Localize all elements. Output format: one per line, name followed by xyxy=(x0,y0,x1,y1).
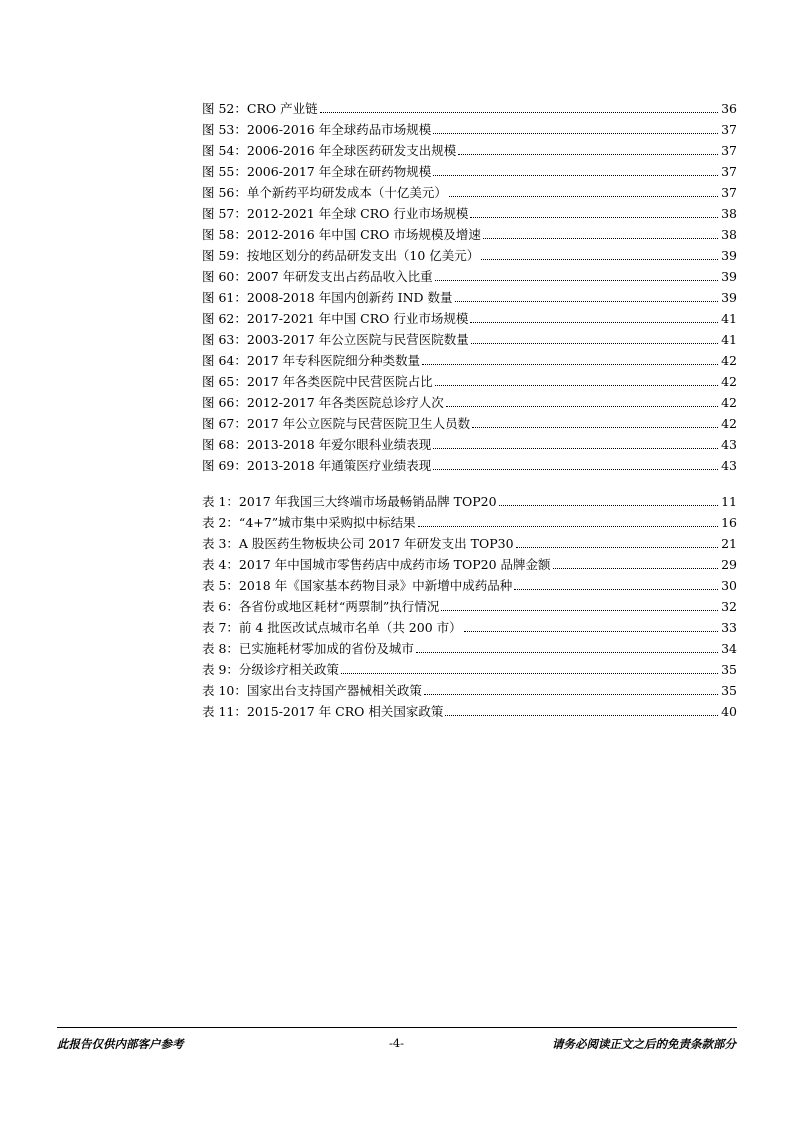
dot-leader xyxy=(433,448,718,449)
table-entry[interactable] xyxy=(202,553,737,574)
table-entry-title: 表 4：2017 年中国城市零售药店中成药市场 TOP20 品牌金额 xyxy=(202,557,551,572)
dot-leader xyxy=(458,154,718,155)
table-entry-page-number: 32 xyxy=(721,599,737,614)
figure-entry-page-number: 36 xyxy=(721,101,737,116)
dot-leader xyxy=(416,652,718,653)
table-entry-title: 表 6：各省份或地区耗材“两票制”执行情况 xyxy=(202,599,440,614)
figure-entry-title: 图 65：2017 年各类医院中民营医院占比 xyxy=(202,374,433,389)
table-entry-title: 表 1：2017 年我国三大终端市场最畅销品牌 TOP20 xyxy=(202,494,497,509)
table-index xyxy=(202,490,737,721)
figure-entry-page-number: 43 xyxy=(721,458,737,473)
table-entry[interactable] xyxy=(202,574,737,595)
dot-leader xyxy=(470,217,718,218)
figure-entry[interactable] xyxy=(202,202,737,223)
figure-entry[interactable] xyxy=(202,265,737,286)
table-entry[interactable] xyxy=(202,511,737,532)
figure-entry-page-number: 42 xyxy=(721,353,737,368)
figure-entry[interactable] xyxy=(202,286,737,307)
dot-leader xyxy=(433,175,718,176)
table-entry[interactable] xyxy=(202,490,737,511)
dot-leader xyxy=(422,364,718,365)
figure-entry[interactable] xyxy=(202,412,737,433)
figure-entry[interactable] xyxy=(202,160,737,181)
figure-entry-page-number: 39 xyxy=(721,248,737,263)
table-entry-title: 表 9：分级诊疗相关政策 xyxy=(202,662,339,677)
dot-leader xyxy=(341,673,718,674)
figure-entry[interactable] xyxy=(202,454,737,475)
figure-entry[interactable] xyxy=(202,139,737,160)
figure-entry[interactable] xyxy=(202,244,737,265)
table-entry-page-number: 34 xyxy=(721,641,737,656)
footer-disclaimer-left: 此报告仅供内部客户参考 xyxy=(57,1037,184,1051)
figure-entry-title: 图 53：2006-2016 年全球药品市场规模 xyxy=(202,122,432,137)
table-entry-page-number: 30 xyxy=(721,578,737,593)
dot-leader xyxy=(433,469,718,470)
table-entry-title: 表 10：国家出台支持国产器械相关政策 xyxy=(202,683,422,698)
figure-entry[interactable] xyxy=(202,391,737,412)
figure-entry-page-number: 37 xyxy=(721,122,737,137)
figure-entry-title: 图 54：2006-2016 年全球医药研发支出规模 xyxy=(202,143,457,158)
figure-entry[interactable] xyxy=(202,349,737,370)
dot-leader xyxy=(483,238,718,239)
figure-entry[interactable] xyxy=(202,433,737,454)
table-entry-page-number: 33 xyxy=(721,620,737,635)
figure-entry-title: 图 63：2003-2017 年公立医院与民营医院数量 xyxy=(202,332,469,347)
dot-leader xyxy=(441,610,718,611)
dot-leader xyxy=(472,427,718,428)
table-entry-title: 表 11：2015-2017 年 CRO 相关国家政策 xyxy=(202,704,444,719)
figure-entry-title: 图 61：2008-2018 年国内创新药 IND 数量 xyxy=(202,290,453,305)
footer-disclaimer-right: 请务必阅读正文之后的免责条款部分 xyxy=(552,1037,736,1051)
figure-entry-title: 图 58：2012-2016 年中国 CRO 市场规模及增速 xyxy=(202,227,481,242)
table-entry-page-number: 21 xyxy=(721,536,737,551)
figure-entry[interactable] xyxy=(202,307,737,328)
figure-entry-page-number: 38 xyxy=(721,227,737,242)
footer-divider xyxy=(57,1027,737,1028)
figure-entry-title: 图 60：2007 年研发支出占药品收入比重 xyxy=(202,269,433,284)
figure-entry-title: 图 57：2012-2021 年全球 CRO 行业市场规模 xyxy=(202,206,469,221)
table-entry-title: 表 3：A 股医药生物板块公司 2017 年研发支出 TOP30 xyxy=(202,536,514,551)
figure-entry-page-number: 39 xyxy=(721,269,737,284)
table-entry[interactable] xyxy=(202,700,737,721)
dot-leader xyxy=(470,322,718,323)
figure-entry[interactable] xyxy=(202,97,737,118)
table-entry-title: 表 5：2018 年《国家基本药物目录》中新增中成药品种 xyxy=(202,578,513,593)
table-entry-page-number: 40 xyxy=(721,704,737,719)
dot-leader xyxy=(514,589,718,590)
figure-entry-title: 图 67：2017 年公立医院与民营医院卫生人员数 xyxy=(202,416,471,431)
figure-entry-title: 图 69：2013-2018 年通策医疗业绩表现 xyxy=(202,458,432,473)
dot-leader xyxy=(446,406,718,407)
table-entry-page-number: 29 xyxy=(721,557,737,572)
figure-entry-page-number: 42 xyxy=(721,416,737,431)
table-entry-page-number: 16 xyxy=(721,515,737,530)
figure-entry-page-number: 37 xyxy=(721,185,737,200)
dot-leader xyxy=(435,385,718,386)
table-entry[interactable] xyxy=(202,637,737,658)
table-entry[interactable] xyxy=(202,532,737,553)
figure-entry-title: 图 56：单个新药平均研发成本（十亿美元） xyxy=(202,185,447,200)
figure-entry-page-number: 38 xyxy=(721,206,737,221)
dot-leader xyxy=(455,301,719,302)
figure-entry-page-number: 37 xyxy=(721,143,737,158)
dot-leader xyxy=(418,526,719,527)
figure-entry-page-number: 43 xyxy=(721,437,737,452)
dot-leader xyxy=(445,715,718,716)
figure-entry-title: 图 66：2012-2017 年各类医院总诊疗人次 xyxy=(202,395,444,410)
figure-entry-page-number: 41 xyxy=(721,311,737,326)
table-entry-page-number: 11 xyxy=(721,494,737,509)
table-entry-page-number: 35 xyxy=(721,683,737,698)
table-entry-title: 表 2：“4+7”城市集中采购拟中标结果 xyxy=(202,515,416,530)
dot-leader xyxy=(433,133,718,134)
table-entry-page-number: 35 xyxy=(721,662,737,677)
figure-entry-page-number: 42 xyxy=(721,395,737,410)
dot-leader xyxy=(499,505,719,506)
dot-leader xyxy=(449,196,718,197)
dot-leader xyxy=(424,694,718,695)
page-number: -4- xyxy=(388,1036,405,1050)
dot-leader xyxy=(320,112,719,113)
table-entry-title: 表 8：已实施耗材零加成的省份及城市 xyxy=(202,641,414,656)
figure-entry-title: 图 68：2013-2018 年爱尔眼科业绩表现 xyxy=(202,437,432,452)
table-entry[interactable] xyxy=(202,679,737,700)
figure-index xyxy=(202,97,737,475)
figure-entry-title: 图 62：2017-2021 年中国 CRO 行业市场规模 xyxy=(202,311,469,326)
dot-leader xyxy=(516,547,719,548)
dot-leader xyxy=(553,568,719,569)
dot-leader xyxy=(435,280,718,281)
figure-entry-title: 图 55：2006-2017 年全球在研药物规模 xyxy=(202,164,432,179)
figure-entry[interactable] xyxy=(202,181,737,202)
figure-entry-title: 图 59：按地区划分的药品研发支出（10 亿美元） xyxy=(202,248,480,263)
figure-entry-page-number: 39 xyxy=(721,290,737,305)
figure-entry-title: 图 52：CRO 产业链 xyxy=(202,101,318,116)
table-entry[interactable] xyxy=(202,595,737,616)
figure-entry[interactable] xyxy=(202,370,737,391)
figure-entry-page-number: 41 xyxy=(721,332,737,347)
figure-entry-page-number: 37 xyxy=(721,164,737,179)
figure-entry[interactable] xyxy=(202,328,737,349)
figure-entry-title: 图 64：2017 年专科医院细分种类数量 xyxy=(202,353,421,368)
dot-leader xyxy=(471,343,718,344)
table-entry[interactable] xyxy=(202,616,737,637)
dot-leader xyxy=(481,259,718,260)
dot-leader xyxy=(464,631,718,632)
table-entry[interactable] xyxy=(202,658,737,679)
figure-entry[interactable] xyxy=(202,223,737,244)
table-entry-title: 表 7：前 4 批医改试点城市名单（共 200 市） xyxy=(202,620,462,635)
figure-entry[interactable] xyxy=(202,118,737,139)
figure-entry-page-number: 42 xyxy=(721,374,737,389)
